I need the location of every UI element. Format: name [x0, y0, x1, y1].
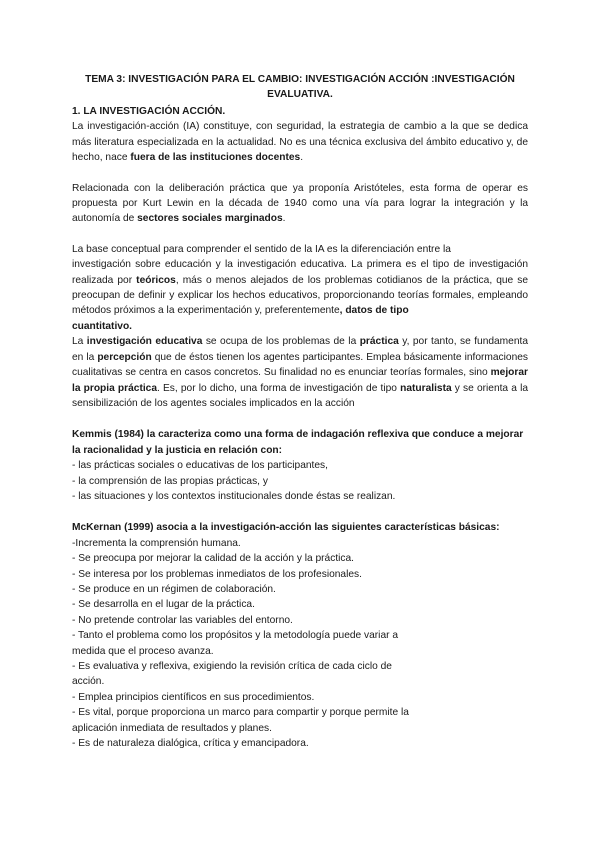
list-item: - Se produce en un régimen de colaboración. — [72, 583, 276, 595]
paragraph-intro — [72, 119, 528, 165]
mckernan-list — [72, 536, 528, 752]
page-content — [72, 72, 528, 751]
document-title: TEMA 3: INVESTIGACIÓN PARA EL CAMBIO: INVESTIGACIÓN ACCIÓN :INVESTIGACIÓN EVALUATIVA. — [85, 74, 515, 100]
kemmis-list — [72, 458, 528, 504]
bold-phrase: , datos de tipo — [339, 305, 409, 317]
bold-phrase: investigación educativa — [86, 336, 203, 348]
list-item: - Es vital, porque proporciona un marco para compartir y porque permite la — [72, 707, 409, 719]
paragraph-educativa — [72, 334, 528, 411]
list-item: - Es evaluativa y reflexiva, exigiendo la revisión crítica de cada ciclo de — [72, 661, 392, 672]
paragraph-text: . Es, por lo dicho, una forma de investigación de tipo — [157, 382, 401, 394]
list-item: medida que el proceso avanza. — [72, 645, 214, 657]
paragraph-text: que de éstos tienen los agentes participantes. Emplea básicamente informaciones cualitativas se centra en casos concretos. Su finalidad no es enunciar teorías formales, sino — [72, 351, 528, 379]
list-item: - Se preocupa por mejorar la calidad de la acción y la práctica. — [72, 553, 355, 565]
paragraph-text: y, por tanto, se fundamenta en la — [72, 336, 529, 363]
bold-phrase: fuera de las instituciones docentes — [130, 152, 301, 164]
list-item: - Emplea principios científicos en sus procedimientos. — [72, 691, 315, 703]
paragraph-text: Relacionada con la deliberación práctica que ya proponía Aristóteles, esta forma de operar es propuesta por Kurt Lewin en la década de 1940 como una vía para lograr la integración y la autonomía de — [72, 182, 528, 225]
paragraph-base-line: La base conceptual para comprender el sentido de la IA es la diferenciación entre la — [72, 243, 451, 255]
bold-phrase: sectores sociales marginados — [137, 213, 283, 225]
paragraph-text: , más o menos alejados de los problemas cotidianos de la práctica, que se preocupan de definir y explicar los hechos educativos, proporcionando teorías formales, empleando métodos próximos a la experimentación y, preferentemente — [72, 274, 528, 317]
list-item: - Se interesa por los problemas inmediatos de los profesionales. — [72, 568, 362, 580]
paragraph-base-end — [72, 319, 528, 334]
list-item: - las situaciones y los contextos institucionales donde éstas se realizan. — [72, 490, 396, 502]
bold-phrase: mejorar la propia práctica — [72, 367, 528, 394]
paragraph-text: La investigación-acción (IA) constituye, con seguridad, la estrategia de cambio a la que se dedica más literatura especializada en la actualidad. No es una técnica exclusiva del ámbito educativo y, de hecho, nace — [72, 121, 528, 164]
section-heading: 1. LA INVESTIGACIÓN ACCIÓN. — [72, 106, 226, 117]
list-item: - No pretende controlar las variables del entorno. — [72, 614, 293, 626]
paragraph-text: investigación sobre educación y la investigación educativa. La primera es el tipo de investigación realizada por — [72, 259, 528, 286]
bold-phrase: naturalista — [400, 382, 452, 394]
bold-phrase: cuantitativo. — [72, 320, 133, 332]
paragraph-text: . — [282, 213, 286, 225]
mckernan-heading: McKernan (1999) asocia a la investigación-acción las siguientes características básicas: — [72, 522, 500, 534]
kemmis-heading: Kemmis (1984) la caracteriza como una forma de indagación reflexiva que conduce a mejorar la racionalidad y la justicia en relación con: — [72, 429, 524, 456]
paragraph-base — [72, 257, 528, 319]
list-item: - la comprensión de las propias prácticas, y — [72, 475, 268, 487]
bold-phrase: práctica — [359, 336, 399, 348]
list-item: - Tanto el problema como los propósitos y la metodología puede variar a — [72, 630, 398, 642]
paragraph-text: se ocupa de los problemas de la — [202, 336, 360, 348]
list-item: - Es de naturaleza dialógica, crítica y emancipadora. — [72, 738, 309, 750]
list-item: - las prácticas sociales o educativas de los participantes, — [72, 460, 328, 472]
list-item: acción. — [72, 676, 105, 688]
bold-phrase: teóricos — [136, 274, 176, 286]
list-item: - Se desarrolla en el lugar de la práctica. — [72, 599, 255, 611]
paragraph-lewin — [72, 181, 528, 227]
bold-phrase: percepción — [97, 351, 152, 363]
paragraph-text: La — [72, 336, 87, 348]
list-item: aplicación inmediata de resultados y planes. — [72, 722, 272, 734]
paragraph-text: y se orienta a la sensibilización de los agentes sociales implicados en la acción — [72, 382, 529, 409]
paragraph-text: . — [300, 152, 304, 164]
list-item: -Incrementa la comprensión humana. — [72, 537, 241, 549]
